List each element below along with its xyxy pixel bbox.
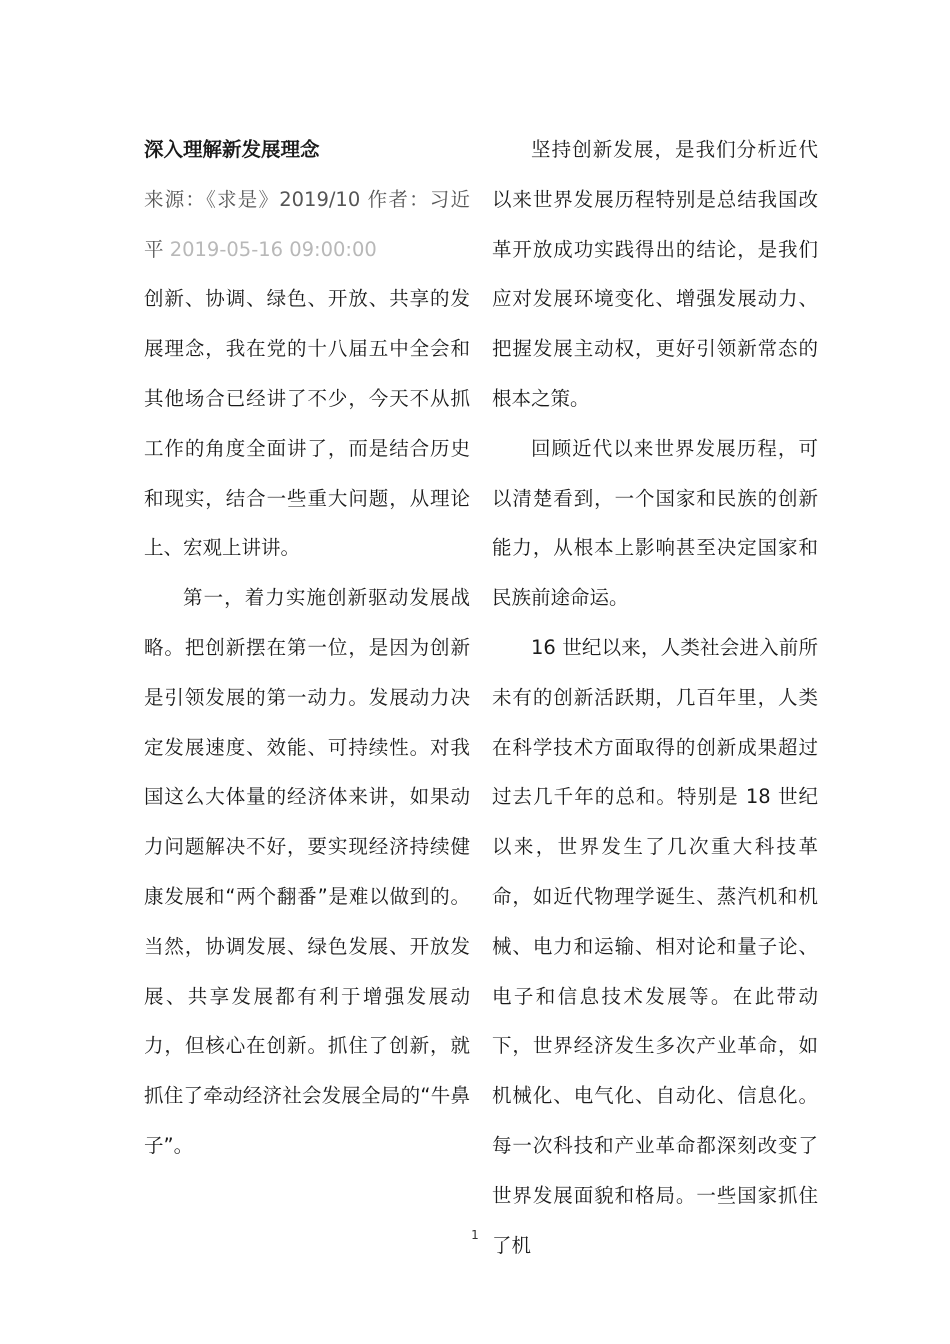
right-column	[492, 125, 818, 1270]
article-title: 深入理解新发展理念	[144, 138, 320, 161]
publish-date: 2019-05-16 09:00:00	[163, 237, 377, 261]
paragraph-intro: 创新、协调、绿色、开放、共享的发展理念，我在党的十八届五中全会和其他场合已经讲了不少，今天不从抓工作的角度全面讲了，而是结合历史和现实，结合一些重大问题，从理论上、宏观上讲讲。	[144, 287, 470, 560]
article-source	[144, 175, 470, 275]
paragraph-history-review: 回顾近代以来世界发展历程，可以清楚看到，一个国家和民族的创新能力，从根本上影响甚至决定国家和民族前途命运。	[492, 436, 818, 610]
page-number: 1	[471, 1228, 479, 1242]
paragraph-16th-century: 16 世纪以来，人类社会进入前所未有的创新活跃期，几百年里，人类在科学技术方面取得的创新成果超过过去几千年的总和。特别是 18 世纪以来，世界发生了几次重大科技革命，如近代物理学诞生、蒸汽机和机械、电力和运输、相对论和量子论、电子和信息技术发展等。在此带动下，世界经济发生多次产业革命，如机械化、电气化、自动化、信息化。每一次科技和产业革命都深刻改变了世界发展面貌和格局。一些国家抓住了机	[492, 635, 818, 1257]
paragraph-innovation-conclusion: 坚持创新发展，是我们分析近代以来世界发展历程特别是总结我国改革开放成功实践得出的结论，是我们应对发展环境变化、增强发展动力、把握发展主动权，更好引领新常态的根本之策。	[492, 138, 818, 410]
left-column	[144, 125, 470, 1171]
paragraph-innovation-strategy: 第一，着力实施创新驱动发展战略。把创新摆在第一位，是因为创新是引领发展的第一动力。发展动力决定发展速度、效能、可持续性。对我国这么大体量的经济体来讲，如果动力问题解决不好，要实现经济持续健康发展和“两个翻番”是难以做到的。当然，协调发展、绿色发展、开放发展、共享发展都有利于增强发展动力，但核心在创新。抓住了创新，就抓住了牵动经济社会发展全局的“牛鼻子”。	[144, 586, 470, 1157]
source-author-line: 来源：《求是》2019/10 作者：习近平	[144, 187, 470, 261]
